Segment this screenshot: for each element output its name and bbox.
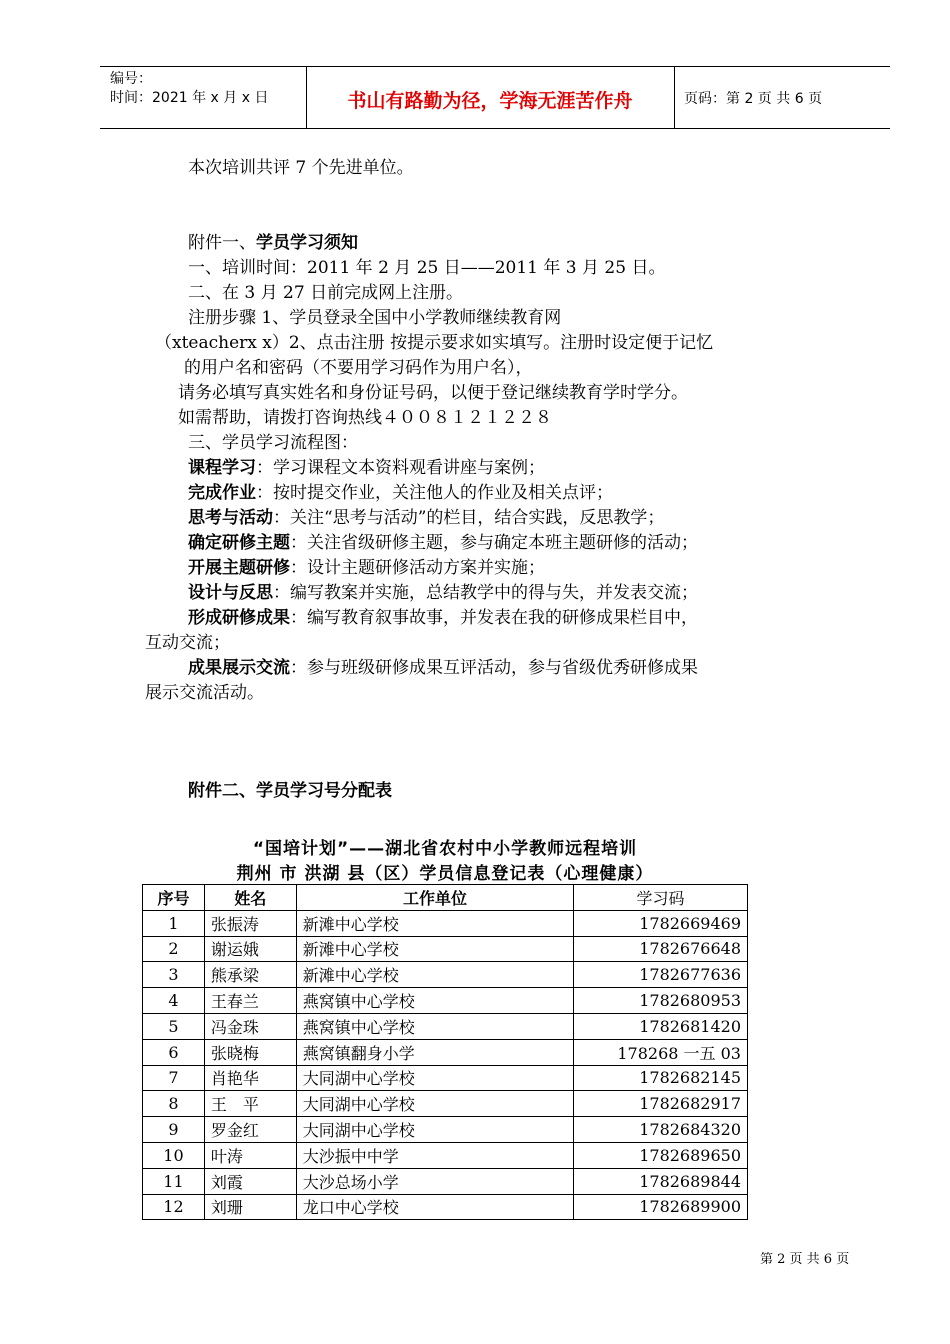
cell-name: 张振涛 [204, 910, 296, 936]
flow-item-key: 课程学习 [188, 458, 256, 478]
flow-item-key: 形成研修成果 [188, 608, 290, 628]
header-code: 学习码 [574, 885, 748, 911]
cell-workplace: 燕窝镇中心学校 [296, 988, 573, 1014]
flow-item-key: 开展主题研修 [188, 558, 290, 578]
flow-item-key: 确定研修主题 [188, 533, 290, 553]
cell-index: 6 [143, 1039, 205, 1065]
header-bottom-rule [100, 128, 890, 129]
cell-index: 7 [143, 1065, 205, 1091]
header-meta [110, 70, 268, 108]
table-row [143, 1013, 748, 1039]
flow-item-key: 思考与活动 [188, 508, 273, 528]
cell-index: 12 [143, 1194, 205, 1220]
table-row [143, 1142, 748, 1168]
summary-line: 本次培训共评 7 个先进单位。 [188, 158, 414, 178]
attachment-one-heading [188, 232, 358, 254]
flow-item [188, 507, 664, 529]
table-row [143, 988, 748, 1014]
flow-item-continuation: 展示交流活动。 [145, 683, 264, 703]
registration-step-2: （xteacherx x）2、点击注册 按提示要求如实填写。注册时设定便于记忆 [155, 333, 714, 353]
table-header-row [143, 885, 748, 911]
cell-index: 3 [143, 962, 205, 988]
cell-workplace: 新滩中心学校 [296, 936, 573, 962]
flow-item [188, 557, 545, 579]
cell-code: 1782677636 [574, 962, 748, 988]
cell-name: 罗金红 [204, 1117, 296, 1143]
header-workplace: 工作单位 [296, 885, 573, 911]
cell-workplace: 燕窝镇中心学校 [296, 1013, 573, 1039]
header-number: 编号： [110, 71, 152, 87]
cell-name: 肖艳华 [204, 1065, 296, 1091]
flow-item-text: ：学习课程文本资料观看讲座与案例； [256, 458, 545, 478]
flow-item-text: ：编写教案并实施，总结教学中的得与失，并发表交流； [273, 583, 698, 603]
flow-item [188, 482, 613, 504]
cell-workplace: 大同湖中心学校 [296, 1117, 573, 1143]
table-row [143, 936, 748, 962]
attachment-one-prefix: 附件一、 [188, 233, 256, 253]
cell-code: 1782682917 [574, 1091, 748, 1117]
header-time: 时间：2021 年 x 月 x 日 [110, 90, 269, 106]
cell-workplace: 龙口中心学校 [296, 1194, 573, 1220]
table-subtitle: 荆州 市 洪湖 县（区）学员信息登记表（心理健康） [236, 864, 654, 884]
cell-index: 9 [143, 1117, 205, 1143]
cell-name: 王春兰 [204, 988, 296, 1014]
cell-index: 1 [143, 910, 205, 936]
flow-item-text: ：关注省级研修主题，参与确定本班主题研修的活动； [290, 533, 698, 553]
cell-workplace: 大沙振中中学 [296, 1142, 573, 1168]
flow-item-key: 设计与反思 [188, 583, 273, 603]
cell-code: 178268 一五 03 [574, 1039, 748, 1065]
table-row [143, 1065, 748, 1091]
registration-note: 请务必填写真实姓名和身份证号码，以便于登记继续教育学时学分。 [178, 383, 688, 403]
header-motto: 书山有路勤为径，学海无涯苦作舟 [347, 90, 633, 112]
cell-code: 1782689650 [574, 1142, 748, 1168]
flow-item [188, 607, 698, 629]
flow-heading: 三、学员学习流程图： [188, 433, 358, 453]
cell-code: 1782669469 [574, 910, 748, 936]
cell-workplace: 大同湖中心学校 [296, 1065, 573, 1091]
table-row [143, 962, 748, 988]
item-registration: 二、在 3 月 27 日前完成网上注册。 [188, 283, 464, 303]
flow-item-text: ：参与班级研修成果互评活动，参与省级优秀研修成果 [290, 658, 698, 678]
flow-item [188, 582, 698, 604]
cell-name: 谢运娥 [204, 936, 296, 962]
page-footer: 第 2 页 共 6 页 [760, 1252, 850, 1267]
table-row [143, 1194, 748, 1220]
cell-name: 叶涛 [204, 1142, 296, 1168]
page-header [100, 66, 890, 130]
cell-index: 11 [143, 1168, 205, 1194]
cell-code: 1782682145 [574, 1065, 748, 1091]
flow-item-text: ：按时提交作业，关注他人的作业及相关点评； [256, 483, 613, 503]
cell-code: 1782681420 [574, 1013, 748, 1039]
cell-index: 2 [143, 936, 205, 962]
item-training-time: 一、培训时间：2011 年 2 月 25 日——2011 年 3 月 25 日。 [188, 258, 666, 278]
flow-item-text: ：关注“思考与活动”的栏目，结合实践，反思教学； [273, 508, 665, 528]
table-row [143, 1091, 748, 1117]
registration-step-3: 的用户名和密码（不要用学习码作为用户名）， [184, 358, 533, 378]
flow-item-text: ：编写教育叙事故事，并发表在我的研修成果栏目中， [290, 608, 698, 628]
header-divider [674, 66, 675, 128]
flow-item-continuation: 互动交流； [145, 633, 230, 653]
cell-code: 1782680953 [574, 988, 748, 1014]
cell-name: 刘珊 [204, 1194, 296, 1220]
flow-item [188, 457, 545, 479]
cell-workplace: 燕窝镇翻身小学 [296, 1039, 573, 1065]
table-title: “国培计划”——湖北省农村中小学教师远程培训 [252, 839, 638, 859]
header-name: 姓名 [204, 885, 296, 911]
table-row [143, 1039, 748, 1065]
header-page-info: 页码：第 2 页 共 6 页 [684, 91, 823, 107]
cell-name: 张晓梅 [204, 1039, 296, 1065]
cell-code: 1782684320 [574, 1117, 748, 1143]
cell-code: 1782676648 [574, 936, 748, 962]
cell-code: 1782689900 [574, 1194, 748, 1220]
flow-item [188, 657, 698, 679]
table-row [143, 910, 748, 936]
cell-name: 刘霞 [204, 1168, 296, 1194]
cell-index: 10 [143, 1142, 205, 1168]
hotline-line: 如需帮助，请拨打咨询热线４００８１２１２２８ [178, 408, 552, 428]
attachment-two-heading: 附件二、学员学习号分配表 [188, 781, 392, 801]
student-info-table [142, 884, 748, 1220]
cell-index: 8 [143, 1091, 205, 1117]
table-row [143, 1117, 748, 1143]
registration-step-1: 注册步骤 1、学员登录全国中小学教师继续教育网 [188, 308, 562, 328]
cell-workplace: 大同湖中心学校 [296, 1091, 573, 1117]
cell-name: 熊承梁 [204, 962, 296, 988]
cell-code: 1782689844 [574, 1168, 748, 1194]
cell-workplace: 大沙总场小学 [296, 1168, 573, 1194]
header-top-rule [100, 66, 890, 67]
flow-item-key: 完成作业 [188, 483, 256, 503]
cell-name: 冯金珠 [204, 1013, 296, 1039]
cell-index: 4 [143, 988, 205, 1014]
attachment-one-title: 学员学习须知 [256, 233, 358, 253]
cell-name: 王 平 [204, 1091, 296, 1117]
cell-workplace: 新滩中心学校 [296, 962, 573, 988]
table-row [143, 1168, 748, 1194]
flow-item-text: ：设计主题研修活动方案并实施； [290, 558, 545, 578]
flow-item-key: 成果展示交流 [188, 658, 290, 678]
header-index: 序号 [143, 885, 205, 911]
table-body [143, 910, 748, 1220]
flow-item [188, 532, 698, 554]
cell-workplace: 新滩中心学校 [296, 910, 573, 936]
cell-index: 5 [143, 1013, 205, 1039]
